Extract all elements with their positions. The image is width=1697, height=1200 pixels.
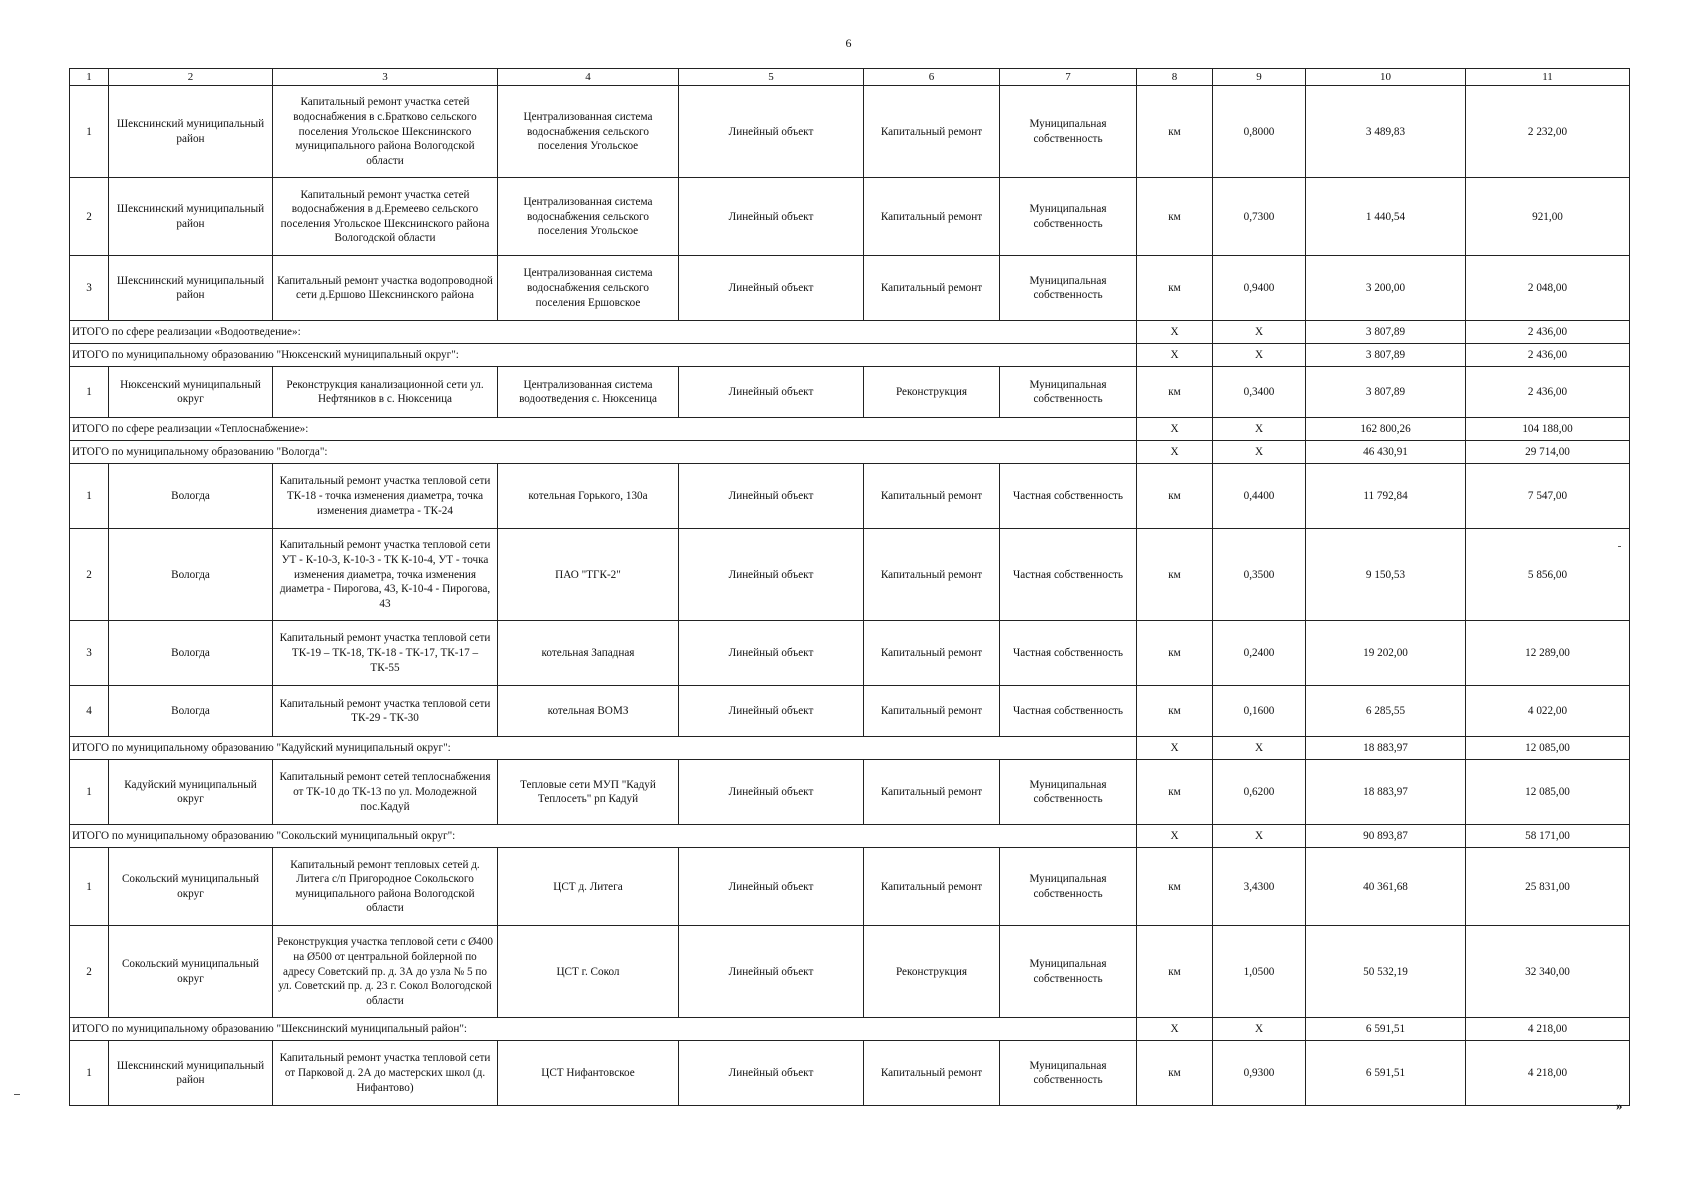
cost-budget-cell: 2 048,00 [1466,256,1630,321]
work-type-cell: Капитальный ремонт [864,621,1000,686]
total-c11-cell: 104 188,00 [1466,418,1630,441]
object-type-cell: Линейный объект [679,256,864,321]
quantity-cell: 0,8000 [1213,86,1306,178]
header-cell: 11 [1466,69,1630,86]
unit-cell: км [1137,1041,1213,1106]
cost-total-cell: 6 285,55 [1306,686,1466,737]
system-name-cell: котельная Горького, 130а [498,464,679,529]
cost-total-cell: 19 202,00 [1306,621,1466,686]
ownership-cell: Муниципальная собственность [1000,256,1137,321]
total-c9-cell: X [1213,1018,1306,1041]
total-row [70,825,1630,848]
unit-cell: км [1137,86,1213,178]
total-c9-cell: X [1213,344,1306,367]
object-type-cell: Линейный объект [679,686,864,737]
total-label: ИТОГО по муниципальному образованию "Кадуйский муниципальный округ": [70,737,1137,760]
quantity-cell: 0,1600 [1213,686,1306,737]
cost-budget-cell: 12 085,00 [1466,760,1630,825]
quantity-cell: 0,2400 [1213,621,1306,686]
object-type-cell: Линейный объект [679,529,864,621]
project-name-cell: Капитальный ремонт участка тепловой сети от Парковой д. 2А до мастерских школ (д. Нифантово) [273,1041,498,1106]
project-name-cell: Реконструкция участка тепловой сети с Ø400 на Ø500 от центральной бойлерной по адресу Советский пр. д. 3А до узла № 5 по ул. Советский пр. д. 23 г. Сокол Вологодской области [273,926,498,1018]
object-type-cell: Линейный объект [679,86,864,178]
ownership-cell: Частная собственность [1000,464,1137,529]
municipality-cell: Сокольский муниципальный округ [109,926,273,1018]
municipality-cell: Сокольский муниципальный округ [109,848,273,926]
total-c8-cell: X [1137,344,1213,367]
total-label: ИТОГО по муниципальному образованию "Шекснинский муниципальный район": [70,1018,1137,1041]
header-cell: 9 [1213,69,1306,86]
project-name-cell: Реконструкция канализационной сети ул. Нефтяников в с. Нюксеница [273,367,498,418]
cost-budget-cell: 4 218,00 [1466,1041,1630,1106]
unit-cell: км [1137,621,1213,686]
ownership-cell: Муниципальная собственность [1000,86,1137,178]
row-number-cell: 2 [70,178,109,256]
header-cell: 3 [273,69,498,86]
cost-budget-cell: 2 436,00 [1466,367,1630,418]
total-row [70,441,1630,464]
total-row [70,321,1630,344]
unit-cell: км [1137,529,1213,621]
work-type-cell: Капитальный ремонт [864,178,1000,256]
cost-budget-cell: 32 340,00 [1466,926,1630,1018]
cost-budget-cell: 4 022,00 [1466,686,1630,737]
object-type-cell: Линейный объект [679,621,864,686]
project-name-cell: Капитальный ремонт участка тепловой сети ТК-29 - ТК-30 [273,686,498,737]
object-type-cell: Линейный объект [679,464,864,529]
project-name-cell: Капитальный ремонт участка тепловой сети ТК-19 – ТК-18, ТК-18 - ТК-17, ТК-17 – ТК-55 [273,621,498,686]
system-name-cell: ЦСТ Нифантовское [498,1041,679,1106]
row-number-cell: 3 [70,621,109,686]
quantity-cell: 0,7300 [1213,178,1306,256]
unit-cell: км [1137,686,1213,737]
cost-total-cell: 6 591,51 [1306,1041,1466,1106]
total-c9-cell: X [1213,321,1306,344]
quantity-cell: 0,4400 [1213,464,1306,529]
header-cell: 10 [1306,69,1466,86]
system-name-cell: ЦСТ д. Литега [498,848,679,926]
system-name-cell: ПАО "ТГК-2" [498,529,679,621]
row-number-cell: 3 [70,256,109,321]
total-c9-cell: X [1213,825,1306,848]
total-c11-cell: 58 171,00 [1466,825,1630,848]
left-edge-mark [14,1094,20,1095]
system-name-cell: котельная Западная [498,621,679,686]
unit-cell: км [1137,464,1213,529]
unit-cell: км [1137,848,1213,926]
system-name-cell: котельная ВОМЗ [498,686,679,737]
quantity-cell: 0,6200 [1213,760,1306,825]
work-type-cell: Реконструкция [864,367,1000,418]
cost-total-cell: 50 532,19 [1306,926,1466,1018]
header-cell: 5 [679,69,864,86]
table-row [70,686,1630,737]
ownership-cell: Муниципальная собственность [1000,1041,1137,1106]
work-type-cell: Капитальный ремонт [864,529,1000,621]
quantity-cell: 1,0500 [1213,926,1306,1018]
cost-budget-cell: 921,00 [1466,178,1630,256]
project-name-cell: Капитальный ремонт участка сетей водоснабжения в с.Братково сельского поселения Угольское Шекснинского муниципального района Вологодской области [273,86,498,178]
table-row [70,848,1630,926]
municipality-cell: Шекснинский муниципальный район [109,256,273,321]
total-c8-cell: X [1137,1018,1213,1041]
work-type-cell: Капитальный ремонт [864,848,1000,926]
ownership-cell: Муниципальная собственность [1000,848,1137,926]
row-number-cell: 2 [70,926,109,1018]
ownership-cell: Муниципальная собственность [1000,760,1137,825]
municipality-cell: Кадуйский муниципальный округ [109,760,273,825]
work-type-cell: Реконструкция [864,926,1000,1018]
ownership-cell: Частная собственность [1000,529,1137,621]
object-type-cell: Линейный объект [679,1041,864,1106]
total-c10-cell: 3 807,89 [1306,344,1466,367]
ownership-cell: Частная собственность [1000,621,1137,686]
cost-total-cell: 3 489,83 [1306,86,1466,178]
header-cell: 6 [864,69,1000,86]
row-number-cell: 1 [70,848,109,926]
cost-total-cell: 11 792,84 [1306,464,1466,529]
system-name-cell: Тепловые сети МУП "Кадуй Теплосеть" рп Кадуй [498,760,679,825]
total-c10-cell: 46 430,91 [1306,441,1466,464]
table-header-row [70,69,1630,86]
ownership-cell: Муниципальная собственность [1000,178,1137,256]
table-row [70,621,1630,686]
total-row [70,737,1630,760]
object-type-cell: Линейный объект [679,178,864,256]
ownership-cell: Муниципальная собственность [1000,926,1137,1018]
cost-total-cell: 40 361,68 [1306,848,1466,926]
unit-cell: км [1137,367,1213,418]
total-c10-cell: 162 800,26 [1306,418,1466,441]
project-name-cell: Капитальный ремонт тепловых сетей д. Литега с/п Пригородное Сокольского муниципального района Вологодской области [273,848,498,926]
total-c10-cell: 90 893,87 [1306,825,1466,848]
work-type-cell: Капитальный ремонт [864,1041,1000,1106]
system-name-cell: Централизованная система водоснабжения сельского поселения Ершовское [498,256,679,321]
cost-budget-cell: 5 856,00 [1466,529,1630,621]
unit-cell: км [1137,256,1213,321]
table-row [70,926,1630,1018]
municipality-cell: Шекснинский муниципальный район [109,1041,273,1106]
project-name-cell: Капитальный ремонт участка водопроводной сети д.Ершово Шекснинского района [273,256,498,321]
total-label: ИТОГО по сфере реализации «Теплоснабжение»: [70,418,1137,441]
header-cell: 4 [498,69,679,86]
row-number-cell: 1 [70,464,109,529]
row-number-cell: 4 [70,686,109,737]
project-name-cell: Капитальный ремонт участка тепловой сети ТК-18 - точка изменения диаметра, точка изменения диаметра - ТК-24 [273,464,498,529]
municipality-cell: Шекснинский муниципальный район [109,86,273,178]
ownership-cell: Муниципальная собственность [1000,367,1137,418]
system-name-cell: Централизованная система водоснабжения сельского поселения Угольское [498,86,679,178]
municipality-cell: Шекснинский муниципальный район [109,178,273,256]
ownership-cell: Частная собственность [1000,686,1137,737]
data-table [69,68,1630,1106]
table-body [70,69,1630,1106]
total-c10-cell: 18 883,97 [1306,737,1466,760]
object-type-cell: Линейный объект [679,926,864,1018]
header-cell: 1 [70,69,109,86]
header-cell: 7 [1000,69,1137,86]
municipality-cell: Вологда [109,686,273,737]
unit-cell: км [1137,760,1213,825]
total-row [70,344,1630,367]
total-row [70,1018,1630,1041]
total-c11-cell: 12 085,00 [1466,737,1630,760]
table-row [70,760,1630,825]
row-number-cell: 1 [70,367,109,418]
total-c8-cell: X [1137,321,1213,344]
quantity-cell: 0,9400 [1213,256,1306,321]
object-type-cell: Линейный объект [679,367,864,418]
total-label: ИТОГО по сфере реализации «Водоотведение»: [70,321,1137,344]
table-row [70,178,1630,256]
quantity-cell: 0,9300 [1213,1041,1306,1106]
table-row [70,1041,1630,1106]
total-c8-cell: X [1137,737,1213,760]
object-type-cell: Линейный объект [679,848,864,926]
row-number-cell: 1 [70,1041,109,1106]
project-name-cell: Капитальный ремонт участка сетей водоснабжения в д.Еремеево сельского поселения Угольское Шекснинского района Вологодской области [273,178,498,256]
system-name-cell: Централизованная система водоотведения с. Нюксеница [498,367,679,418]
closing-quote-mark: » [1616,1098,1623,1113]
total-c9-cell: X [1213,737,1306,760]
total-c11-cell: 4 218,00 [1466,1018,1630,1041]
total-c11-cell: 2 436,00 [1466,321,1630,344]
right-edge-mark [1618,546,1621,547]
total-label: ИТОГО по муниципальному образованию "Сокольский муниципальный округ": [70,825,1137,848]
quantity-cell: 0,3400 [1213,367,1306,418]
system-name-cell: Централизованная система водоснабжения сельского поселения Угольское [498,178,679,256]
page-number: 6 [845,36,852,50]
total-c10-cell: 3 807,89 [1306,321,1466,344]
total-c9-cell: X [1213,418,1306,441]
work-type-cell: Капитальный ремонт [864,760,1000,825]
total-c8-cell: X [1137,418,1213,441]
municipality-cell: Вологда [109,529,273,621]
system-name-cell: ЦСТ г. Сокол [498,926,679,1018]
total-c11-cell: 29 714,00 [1466,441,1630,464]
cost-total-cell: 18 883,97 [1306,760,1466,825]
total-c9-cell: X [1213,441,1306,464]
row-number-cell: 1 [70,760,109,825]
total-c11-cell: 2 436,00 [1466,344,1630,367]
total-row [70,418,1630,441]
total-c10-cell: 6 591,51 [1306,1018,1466,1041]
total-label: ИТОГО по муниципальному образованию "Вологда": [70,441,1137,464]
table-row [70,367,1630,418]
cost-total-cell: 1 440,54 [1306,178,1466,256]
object-type-cell: Линейный объект [679,760,864,825]
table-row [70,464,1630,529]
work-type-cell: Капитальный ремонт [864,256,1000,321]
cost-total-cell: 3 807,89 [1306,367,1466,418]
quantity-cell: 3,4300 [1213,848,1306,926]
quantity-cell: 0,3500 [1213,529,1306,621]
municipality-cell: Нюксенский муниципальный округ [109,367,273,418]
unit-cell: км [1137,178,1213,256]
row-number-cell: 1 [70,86,109,178]
table-row [70,256,1630,321]
project-name-cell: Капитальный ремонт сетей теплоснабжения от ТК-10 до ТК-13 по ул. Молодежной пос.Кадуй [273,760,498,825]
table-row [70,86,1630,178]
cost-budget-cell: 2 232,00 [1466,86,1630,178]
municipality-cell: Вологда [109,464,273,529]
total-c8-cell: X [1137,441,1213,464]
project-name-cell: Капитальный ремонт участка тепловой сети УТ - К-10-3, К-10-3 - ТК К-10-4, УТ - точка изменения диаметра, точка изменения диаметра - Пирогова, 43, К-10-4 - Пирогова, 43 [273,529,498,621]
cost-budget-cell: 7 547,00 [1466,464,1630,529]
row-number-cell: 2 [70,529,109,621]
table-row [70,529,1630,621]
municipality-cell: Вологда [109,621,273,686]
cost-budget-cell: 25 831,00 [1466,848,1630,926]
work-type-cell: Капитальный ремонт [864,464,1000,529]
total-c8-cell: X [1137,825,1213,848]
work-type-cell: Капитальный ремонт [864,686,1000,737]
header-cell: 2 [109,69,273,86]
unit-cell: км [1137,926,1213,1018]
total-label: ИТОГО по муниципальному образованию "Нюксенский муниципальный округ": [70,344,1137,367]
cost-total-cell: 3 200,00 [1306,256,1466,321]
header-cell: 8 [1137,69,1213,86]
work-type-cell: Капитальный ремонт [864,86,1000,178]
cost-budget-cell: 12 289,00 [1466,621,1630,686]
cost-total-cell: 9 150,53 [1306,529,1466,621]
